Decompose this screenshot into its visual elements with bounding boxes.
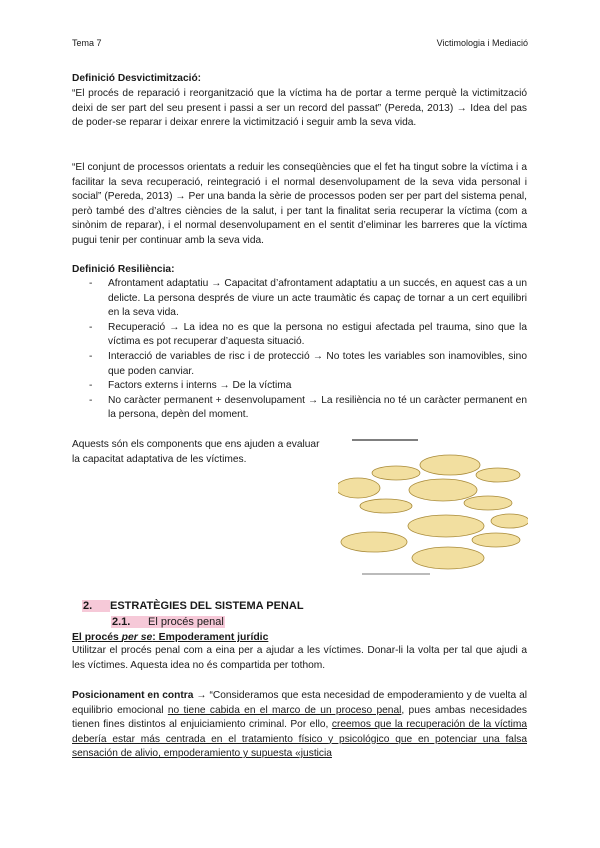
- section-2-1-number: 2.1.: [111, 616, 147, 628]
- resiliencia-title: Definició Resiliència:: [72, 264, 175, 275]
- list-item: - No caràcter permanent + desenvolupament → La resiliència no té un caràcter permanent en la persona, depèn del moment.: [89, 394, 527, 421]
- list-item: - Interacció de variables de risc i de protecció → No totes les variables son inamovibles, sino que poden canviar.: [89, 350, 527, 377]
- header-topic: Tema 7: [72, 38, 102, 48]
- per-se-text: Utilitzar el procés penal com a eina per a ajudar a les víctimes. Donar-li la volta per tal que ajudi a les víctimes. Aquesta idea no és compartida per tothom.: [72, 645, 527, 671]
- section-2-heading: [82, 600, 304, 612]
- list-item: - Recuperació → La idea no es que la persona no estigui afectada pel trauma, sino que la víctima es pot recuperar d’aquesta situació.: [89, 321, 527, 348]
- resiliencia-list: [72, 277, 527, 423]
- components-intro: Aquests són els components que ens ajuden a evaluar la capacitat adaptativa de les víctimes.: [72, 439, 320, 465]
- desvictimitzacio-definition-2: “El conjunt de processos orientats a reduir les conseqüències que el fet ha tingut sobre la víctima i a facilitar la seva recuperació, reintegració i el normal desenvolupament de la seva vida personal i social” (Pereda, 2013) → Per una banda la sèrie de processos poden ser per part del sistema penal, però també des d’altres ciències de la salut, i per tant la finalitat seria recuperar la víctima (com a sinònim de reparar), i el normal desenvolupament en el sentit d’eliminar les barreres que la víctima pugui tenir per continuar amb la seva vida.: [72, 162, 527, 246]
- desvictimitzacio-title: Definició Desvictimització:: [72, 73, 202, 84]
- desvictimitzacio-definition-1: “El procés de reparació i reorganització que la víctima ha de portar a terme perquè la victimització deixi de ser part del seu present i passi a ser un record del passat” (Pereda, 2013) → Idea del pas de poder-se reparar i deixar enrere la victimització i seguir amb la seva vida.: [72, 88, 527, 129]
- diagram-image: [338, 438, 528, 580]
- section-2-number: 2.: [82, 600, 110, 612]
- posicionament-contra: Posicionament en contra → “Consideramos que esta necesidad de empoderamiento y de vuelta al equilibrio emocional no tiene cabida en el marco de un proceso penal, pues ambas necesidades tienen fines distintos al enjuiciamiento criminal. Por ello, creemos que la recuperación de la víctima debería estar más centrada en el tratamiento físico y psicológico que en potenciar una falsa sensación de alivio, empoderamiento y supuesta «justicia: [72, 690, 528, 760]
- per-se-subheading: El procés per se: Empoderament jurídic: [72, 632, 269, 643]
- list-item: - Afrontament adaptatiu → Capacitat d’afrontament adaptatiu a un succés, en aquest cas a un delicte. La persona després de viure un acte traumàtic és capaç de tornar a un cert equilibri en la seva vida.: [89, 278, 527, 319]
- header-subject: Victimologia i Mediació: [436, 38, 528, 48]
- resilience-components-diagram: [338, 438, 528, 580]
- section-2-1-title: El procés penal: [148, 616, 224, 628]
- list-item: - Factors externs i interns → De la víctima: [89, 380, 292, 392]
- section-2-title: ESTRATÈGIES DEL SISTEMA PENAL: [110, 600, 304, 612]
- section-2-1-heading: [111, 616, 225, 628]
